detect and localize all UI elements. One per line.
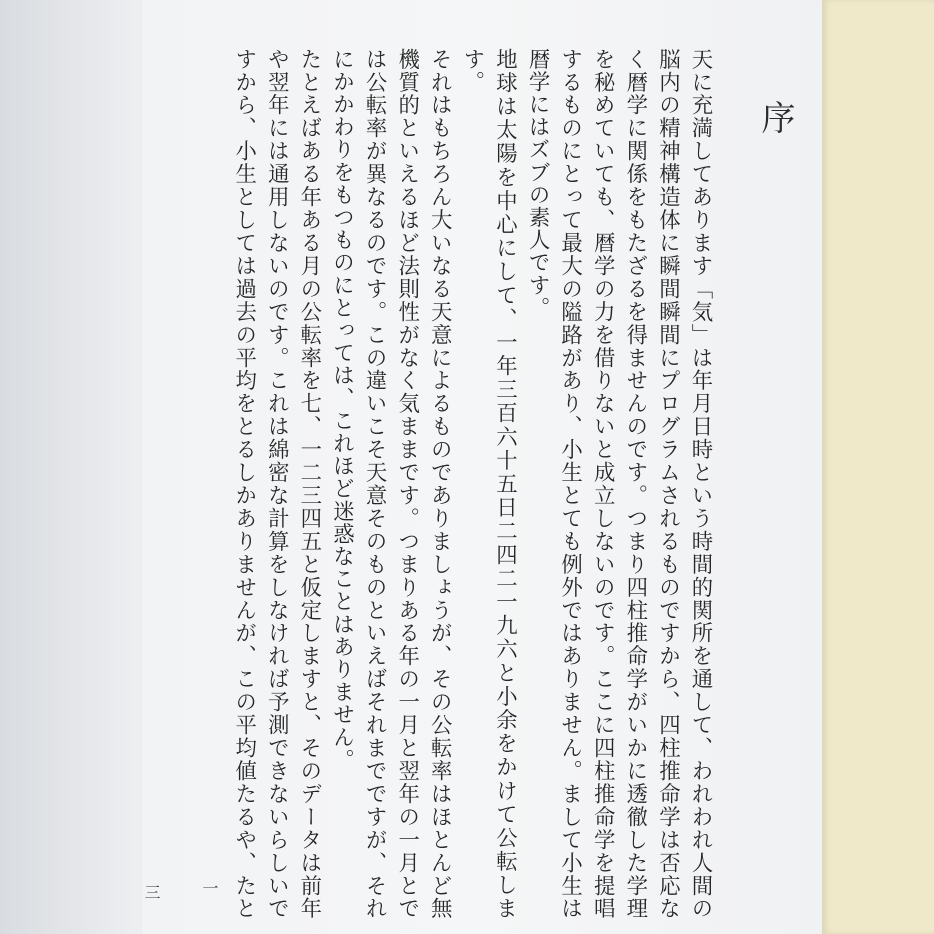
background-left bbox=[0, 0, 150, 934]
paragraph: それはもちろん大いなる天意によるものでありましょうが、その公転率はほとんど無機質的といえるほど法則性がなく気ままです。つまりある年の一月と翌年の一月とでは公転率が異なるのです。この違いこそ天意そのものといえばそれまでですが、それにかかわりをもつものにとっては、これほど迷惑なことはありません。 bbox=[329, 48, 453, 920]
paragraph: 天に充満してあります「気」は年月日時という時間的関所を通して、われわれ人間の脳内の精神構造体に瞬間瞬間にプログラムされるものですから、四柱推命学は否応なく暦学に関係をもたざるを得ませんのです。つまり四柱推命学がいかに透徹した学理を秘めていても、暦学の力を借りないと成立しないのです。ここに四柱推命学を提唱するものにとって最大の隘路があり、小生とても例外ではありません。まして小生は暦学にはズブの素人です。 bbox=[525, 48, 713, 920]
page-number-right: 一 bbox=[200, 880, 219, 896]
body-text bbox=[226, 48, 716, 920]
page-number-left: 三 bbox=[142, 884, 161, 900]
page-title: 序 bbox=[755, 100, 795, 136]
paragraph: たとえばある年ある月の公転率を七、一二三四五と仮定しますと、そのデータは前年や翌年には通用しないのです。これは綿密な計算をしなければ予測できないらしいですから、小生としては過去の平均をとるしかありませんが、この平均値たるや、たと bbox=[231, 48, 322, 920]
paragraph: 地球は太陽を中心にして、一年三百六十五日二四二一九六と小余をかけて公転します。 bbox=[459, 48, 518, 920]
background-right bbox=[822, 0, 934, 934]
